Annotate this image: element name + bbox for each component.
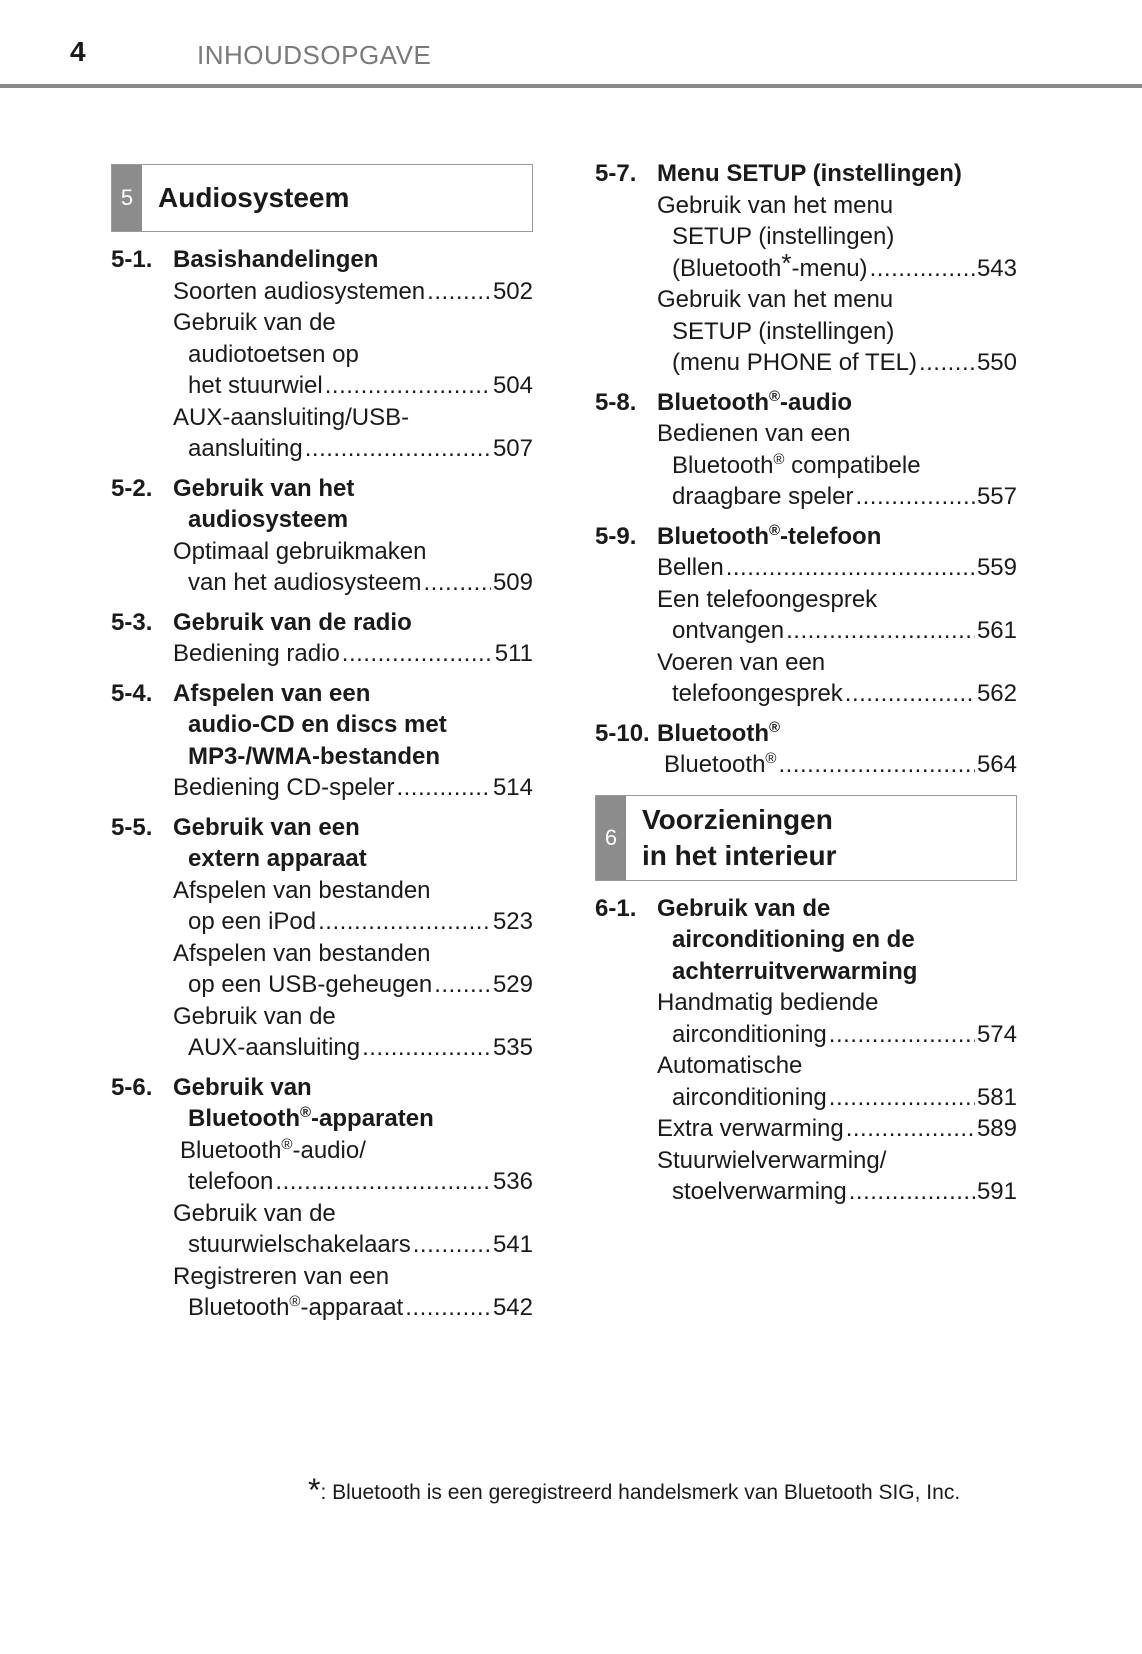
section-5-9: [595, 521, 1017, 553]
dot-leader: [434, 969, 491, 1001]
toc-entry[interactable]: [111, 1261, 533, 1324]
section-5-6: [111, 1072, 533, 1135]
section-title: Bluetooth: [657, 388, 769, 416]
section-number: 5-10.: [595, 719, 650, 747]
dot-leader: [318, 906, 491, 938]
toc-entry[interactable]: [111, 1135, 533, 1198]
entry-text: van het audiosysteem: [188, 569, 422, 596]
toc-entry[interactable]: [595, 987, 1017, 1050]
section-number: 5-9.: [595, 522, 637, 550]
page-ref: 542: [492, 1294, 533, 1321]
section-title: Afspelen van een: [173, 679, 371, 707]
toc-entry[interactable]: [111, 307, 533, 402]
entry-text: stoelverwarming: [672, 1178, 847, 1205]
dot-leader: [305, 433, 491, 465]
toc-entry[interactable]: [111, 938, 533, 1001]
entry-text: Gebruik van de: [173, 309, 336, 336]
chapter-title: Voorzieningen: [642, 803, 833, 835]
left-column: [111, 164, 533, 1324]
toc-entry[interactable]: [111, 276, 533, 308]
section-title: Bluetooth: [657, 522, 769, 550]
toc-entry[interactable]: [595, 190, 1017, 285]
section-title: airconditioning en de: [672, 926, 915, 953]
footnote: [308, 1472, 960, 1509]
section-5-1: [111, 244, 533, 276]
chapter-title: Audiosysteem: [158, 182, 350, 213]
page-ref: 564: [976, 751, 1017, 778]
page-ref: 514: [492, 774, 533, 801]
page-ref: 557: [976, 483, 1017, 510]
section-number: 5-2.: [111, 474, 153, 502]
toc-entry[interactable]: [595, 584, 1017, 647]
dot-leader: [726, 552, 975, 584]
chapter-title: in het interieur: [642, 839, 837, 871]
registered-mark: ®: [773, 450, 785, 468]
entry-text: Bediening radio: [173, 640, 340, 667]
entry-text: -menu): [791, 254, 868, 282]
registered-mark: ®: [768, 387, 781, 405]
page-ref: 529: [492, 971, 533, 998]
entry-text: audiotoetsen op: [188, 340, 359, 368]
section-5-3: [111, 607, 533, 639]
section-title: achterruitverwarming: [672, 957, 918, 985]
entry-text: Optimaal gebruikmaken: [173, 537, 427, 565]
asterisk-mark: *: [781, 247, 792, 278]
section-title: Menu SETUP (instellingen): [657, 160, 962, 187]
chapter-5-heading: [111, 164, 533, 232]
page-ref: 541: [492, 1231, 533, 1258]
entry-text: Gebruik van de: [173, 1199, 336, 1227]
page-ref: 535: [492, 1034, 533, 1061]
entry-text: SETUP (instellingen): [672, 317, 895, 345]
dot-leader: [855, 481, 975, 513]
registered-mark: ®: [281, 1135, 293, 1153]
section-title: extern apparaat: [188, 845, 367, 872]
entry-text: Bedienen van een: [657, 420, 851, 447]
dot-leader: [342, 638, 493, 670]
toc-entry[interactable]: [595, 552, 1017, 584]
chapter-6-heading: [595, 795, 1017, 881]
entry-text: het stuurwiel: [188, 372, 323, 399]
section-5-5: [111, 812, 533, 875]
section-title: audiosysteem: [188, 506, 349, 533]
page-ref: 502: [492, 277, 533, 305]
dot-leader: [870, 253, 975, 285]
section-title: -apparaten: [311, 1105, 434, 1132]
section-title: -telefoon: [780, 522, 882, 550]
toc-entry[interactable]: [595, 647, 1017, 710]
entry-text: Gebruik van het menu: [657, 286, 894, 313]
entry-text: Bluetooth: [672, 451, 774, 479]
entry-text: op een USB-geheugen: [188, 971, 433, 998]
section-title: Gebruik van: [173, 1073, 312, 1101]
header-rule: [0, 84, 1142, 88]
section-5-4: [111, 678, 533, 773]
section-number: 6-1.: [595, 894, 637, 922]
entry-text: compatibele: [784, 451, 921, 479]
page-ref: 589: [976, 1115, 1017, 1142]
entry-text: Stuurwielverwarming/: [657, 1146, 887, 1174]
section-number: 5-3.: [111, 608, 153, 636]
toc-entry[interactable]: [111, 772, 533, 804]
section-title: Bluetooth: [188, 1105, 300, 1132]
page-ref: 523: [492, 908, 533, 935]
section-number: 5-7.: [595, 160, 637, 187]
toc-entry[interactable]: [111, 1198, 533, 1261]
dot-leader: [849, 1176, 975, 1208]
registered-mark: ®: [765, 750, 777, 767]
page-ref: 559: [976, 554, 1017, 581]
entry-text: Bluetooth: [180, 1136, 282, 1164]
dot-leader: [786, 615, 975, 647]
page-ref: 507: [492, 435, 533, 462]
entry-text: (menu PHONE of TEL): [672, 349, 917, 376]
entry-text: Soorten audiosystemen: [173, 277, 426, 305]
toc-entry[interactable]: [111, 1001, 533, 1064]
section-number: 5-8.: [595, 388, 637, 416]
page-ref: 561: [976, 617, 1017, 644]
page-ref: 591: [976, 1178, 1017, 1205]
section-title: audio-CD en discs met: [188, 711, 447, 738]
section-title: Gebruik van de: [657, 894, 831, 922]
entry-text: -audio/: [292, 1136, 366, 1164]
section-title: Gebruik van het: [173, 474, 355, 502]
section-number: 5-1.: [111, 246, 153, 273]
entry-text: Bediening CD-speler: [173, 774, 395, 801]
toc-entry[interactable]: [111, 536, 533, 599]
dot-leader: [325, 370, 491, 402]
section-6-1: [595, 893, 1017, 988]
page-ref: 581: [976, 1083, 1017, 1111]
entry-text: aansluiting: [188, 435, 303, 462]
page-number: 4: [70, 36, 86, 67]
entry-text: Gebruik van het menu: [657, 191, 894, 219]
toc-entry[interactable]: [111, 875, 533, 938]
entry-text: AUX-aansluiting/USB-: [173, 403, 410, 431]
section-title: MP3-/WMA-bestanden: [188, 742, 440, 770]
registered-mark: ®: [299, 1104, 312, 1121]
dot-leader: [846, 1113, 975, 1145]
entry-text: Voeren van een: [657, 648, 826, 676]
dot-leader: [413, 1229, 491, 1261]
entry-text: Afspelen van bestanden: [173, 876, 431, 904]
entry-text: Bluetooth: [664, 751, 766, 778]
dot-leader: [362, 1032, 491, 1064]
entry-text: Bellen: [657, 554, 724, 581]
page-ref: 536: [492, 1168, 533, 1195]
entry-text: stuurwielschakelaars: [188, 1231, 411, 1258]
page-header-title: INHOUDSOPGAVE: [197, 40, 432, 70]
section-5-10: [595, 718, 1017, 750]
section-5-7: [595, 158, 1017, 190]
entry-text: draagbare speler: [672, 483, 854, 510]
section-number: 5-4.: [111, 679, 153, 707]
entry-text: Afspelen van bestanden: [173, 939, 431, 967]
dot-leader: [396, 772, 491, 804]
section-title: -audio: [780, 388, 853, 416]
entry-text: Gebruik van de: [173, 1002, 336, 1030]
dot-leader: [427, 276, 491, 308]
toc-entry[interactable]: [595, 284, 1017, 379]
entry-text: AUX-aansluiting: [188, 1034, 361, 1061]
page-ref: 550: [976, 349, 1017, 376]
entry-text: Registreren van een: [173, 1262, 390, 1290]
page-ref: 504: [492, 372, 533, 399]
entry-text: (Bluetooth: [672, 254, 782, 282]
entry-text: SETUP (instellingen): [672, 223, 895, 250]
footnote-marker: *: [308, 1472, 321, 1508]
registered-mark: ®: [289, 1293, 301, 1310]
section-title: Gebruik van een: [173, 813, 360, 841]
registered-mark: ®: [768, 718, 781, 736]
chapter-number: 5: [112, 165, 142, 231]
section-title: Basishandelingen: [173, 246, 379, 273]
page-ref: 574: [976, 1020, 1017, 1048]
registered-mark: ®: [768, 521, 781, 539]
entry-text: airconditioning: [672, 1020, 827, 1048]
toc-entry[interactable]: [595, 1113, 1017, 1145]
footnote-text: : Bluetooth is een geregistreerd handelsmerk van Bluetooth SIG, Inc.: [320, 1481, 961, 1504]
dot-leader: [845, 678, 975, 710]
entry-text: telefoongesprek: [672, 680, 843, 707]
toc-entry[interactable]: [595, 749, 1017, 781]
chapter-number: 6: [596, 796, 626, 880]
page-ref: 511: [494, 640, 533, 667]
dot-leader: [778, 749, 974, 781]
entry-text: ontvangen: [672, 617, 785, 644]
toc-entry[interactable]: [595, 418, 1017, 513]
section-number: 5-6.: [111, 1073, 153, 1101]
page-ref: 543: [976, 254, 1017, 282]
dot-leader: [829, 1019, 975, 1051]
dot-leader: [275, 1166, 491, 1198]
entry-text: Extra verwarming: [657, 1115, 844, 1142]
section-5-2: [111, 473, 533, 536]
toc-entry[interactable]: [595, 1050, 1017, 1113]
page-ref: 509: [492, 569, 533, 596]
section-title: Gebruik van de radio: [173, 608, 412, 636]
section-number: 5-5.: [111, 813, 153, 841]
entry-text: -apparaat: [300, 1294, 404, 1321]
entry-text: Bluetooth: [188, 1294, 290, 1321]
dot-leader: [829, 1082, 975, 1114]
section-5-8: [595, 387, 1017, 419]
dot-leader: [919, 347, 975, 379]
entry-text: op een iPod: [188, 908, 317, 935]
section-title: Bluetooth: [657, 719, 769, 747]
right-column: [595, 158, 1017, 1208]
toc-entry[interactable]: [111, 402, 533, 465]
toc-entry[interactable]: [595, 1145, 1017, 1208]
dot-leader: [405, 1292, 491, 1324]
toc-entry[interactable]: [111, 638, 533, 670]
entry-text: Handmatig bediende: [657, 989, 879, 1016]
entry-text: Een telefoongesprek: [657, 585, 878, 613]
entry-text: telefoon: [188, 1168, 274, 1195]
entry-text: airconditioning: [672, 1083, 827, 1111]
entry-text: Automatische: [657, 1052, 803, 1079]
page-ref: 562: [976, 680, 1017, 707]
dot-leader: [423, 567, 490, 599]
